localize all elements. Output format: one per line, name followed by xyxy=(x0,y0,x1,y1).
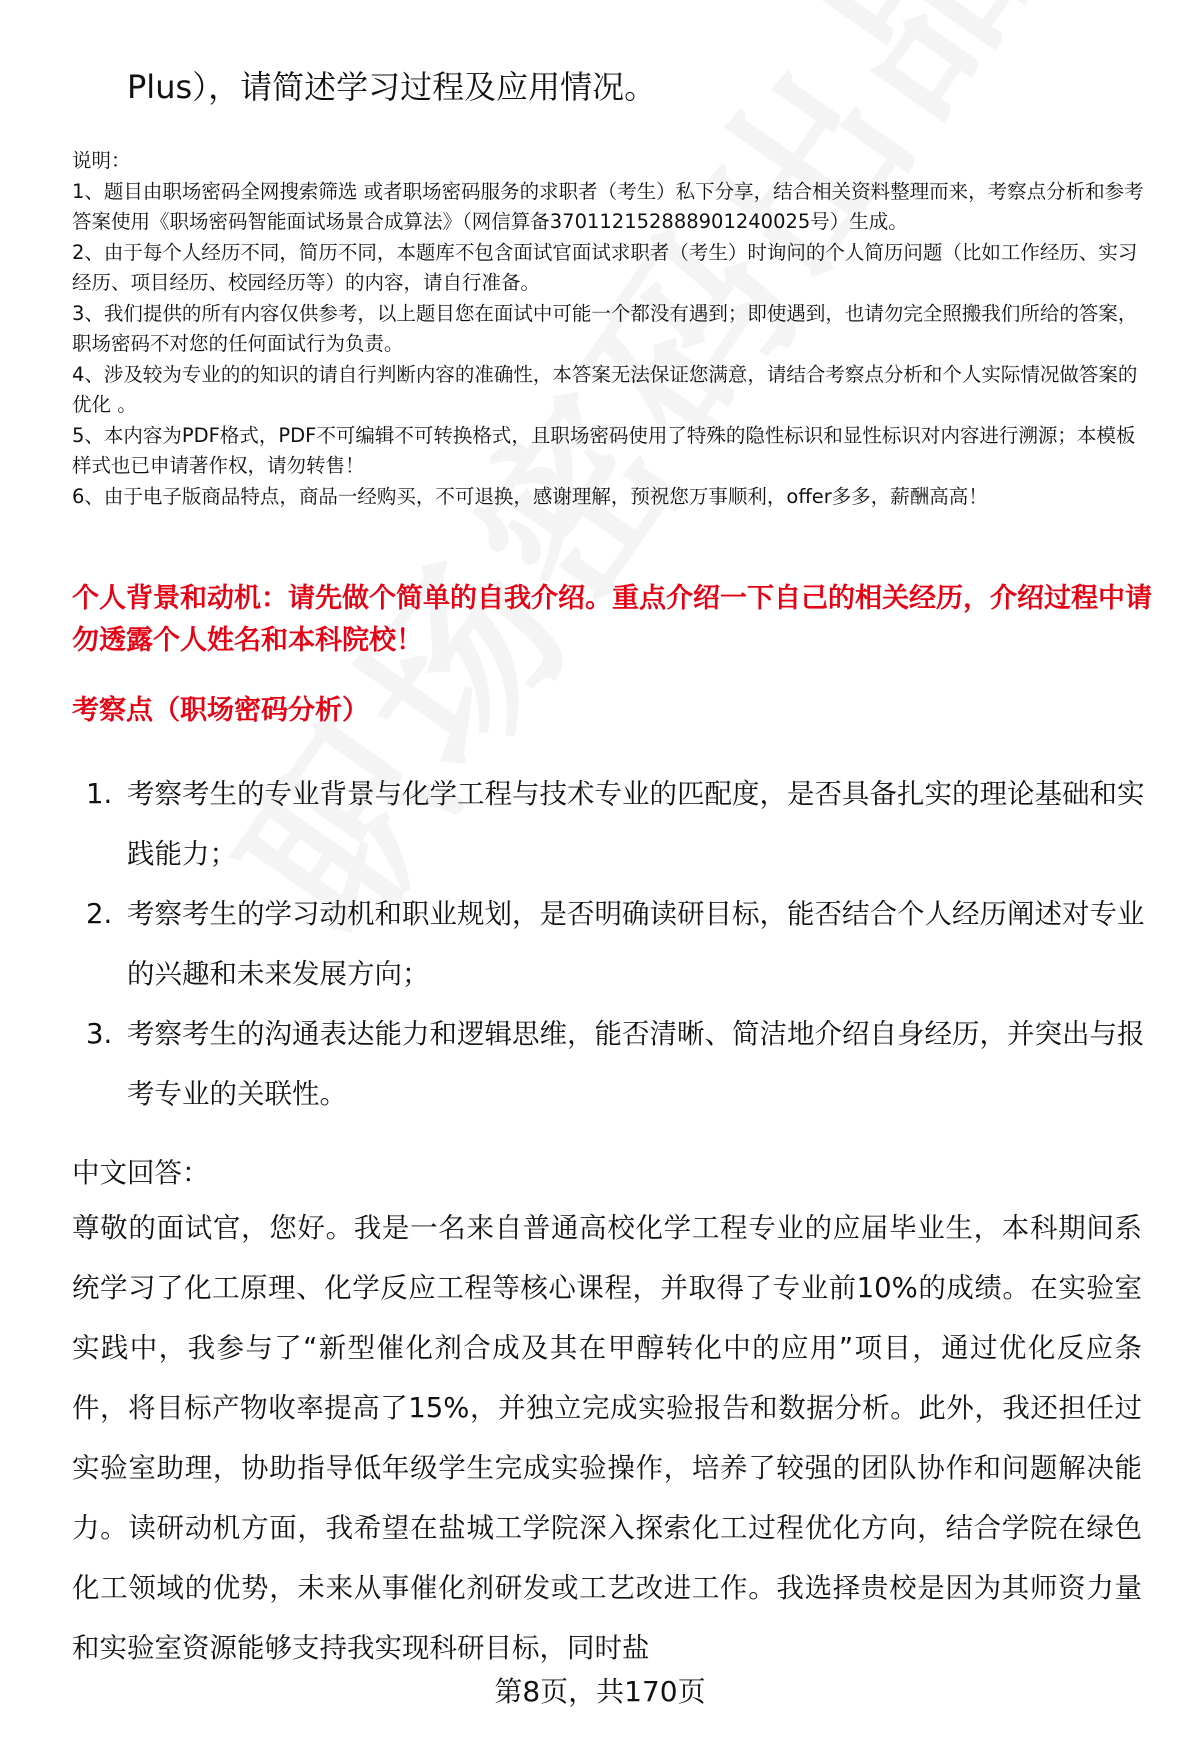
note-item: 3、我们提供的所有内容仅供参考，以上题目您在面试中可能一个都没有遇到；即使遇到，也请勿完全照搬我们所给的答案，职场密码不对您的任何面试行为负责。 xyxy=(72,301,1138,355)
item-text: 考察考生的沟通表达能力和逻辑思维，能否清晰、简洁地介绍自身经历，并突出与报考专业的关联性。 xyxy=(127,1018,1145,1110)
notes-title: 说明： xyxy=(72,149,131,172)
note-item: 5、本内容为PDF格式，PDF不可编辑不可转换格式，且职场密码使用了特殊的隐性标识和显性标识对内容进行溯源；本模板样式也已申请著作权，请勿转售！ xyxy=(72,423,1136,477)
notes-section xyxy=(72,146,1152,512)
question-heading: 个人背景和动机：请先做个简单的自我介绍。重点介绍一下自己的相关经历，介绍过程中请勿透露个人姓名和本科院校！ xyxy=(72,583,1152,656)
analysis-heading: 考察点（职场密码分析） xyxy=(72,695,369,726)
page-footer: 第8页，共170页 xyxy=(494,1675,706,1708)
answer-text: 尊敬的面试官，您好。我是一名来自普通高校化学工程专业的应届毕业生，本科期间系统学习了化工原理、化学反应工程等核心课程，并取得了专业前10%的成绩。在实验室实践中，我参与了“新型催化剂合成及其在甲醇转化中的应用”项目，通过优化反应条件，将目标产物收率提高了15%，并独立完成实验报告和数据分析。此外，我还担任过实验室助理，协助指导低年级学生完成实验操作，培养了较强的团队协作和问题解决能力。读研动机方面，我希望在盐城工学院深入探索化工过程优化方向，结合学院在绿色化工领域的优势，未来从事催化剂研发或工艺改进工作。我选择贵校是因为其师资力量和实验室资源能够支持我实现科研目标，同时盐 xyxy=(72,1212,1142,1664)
item-number: 3. xyxy=(86,1018,113,1050)
item-number: 1. xyxy=(86,778,113,810)
analysis-list xyxy=(86,764,1146,1124)
item-text: 考察考生的学习动机和职业规划，是否明确读研目标，能否结合个人经历阐述对专业的兴趣和未来发展方向； xyxy=(127,898,1145,990)
item-number: 2. xyxy=(86,898,113,930)
note-item: 2、由于每个人经历不同，简历不同，本题库不包含面试官面试求职者（考生）时询问的个人简历问题（比如工作经历、实习经历、项目经历、校园经历等）的内容，请自行准备。 xyxy=(72,240,1138,294)
item-text: 考察考生的专业背景与化学工程与技术专业的匹配度，是否具备扎实的理论基础和实践能力； xyxy=(127,778,1145,870)
list-item xyxy=(86,884,1146,1004)
answer-heading: 中文回答： xyxy=(72,1157,210,1189)
note-item: 6、由于电子版商品特点，商品一经购买，不可退换，感谢理解，预祝您万事顺利，offer多多，薪酬高高！ xyxy=(72,484,988,508)
list-item xyxy=(86,1004,1146,1124)
list-item xyxy=(86,764,1146,884)
note-item: 4、涉及较为专业的的知识的请自行判断内容的准确性，本答案无法保证您满意，请结合考察点分析和个人实际情况做答案的优化 。 xyxy=(72,362,1138,416)
note-item: 1、题目由职场密码全网搜索筛选 或者职场密码服务的求职者（考生）私下分享，结合相关资料整理而来，考察点分析和参考答案使用《职场密码智能面试场景合成算法》（网信算备370112152888901240025号）生成。 xyxy=(72,179,1144,233)
question-tail: Plus），请简述学习过程及应用情况。 xyxy=(127,68,657,106)
